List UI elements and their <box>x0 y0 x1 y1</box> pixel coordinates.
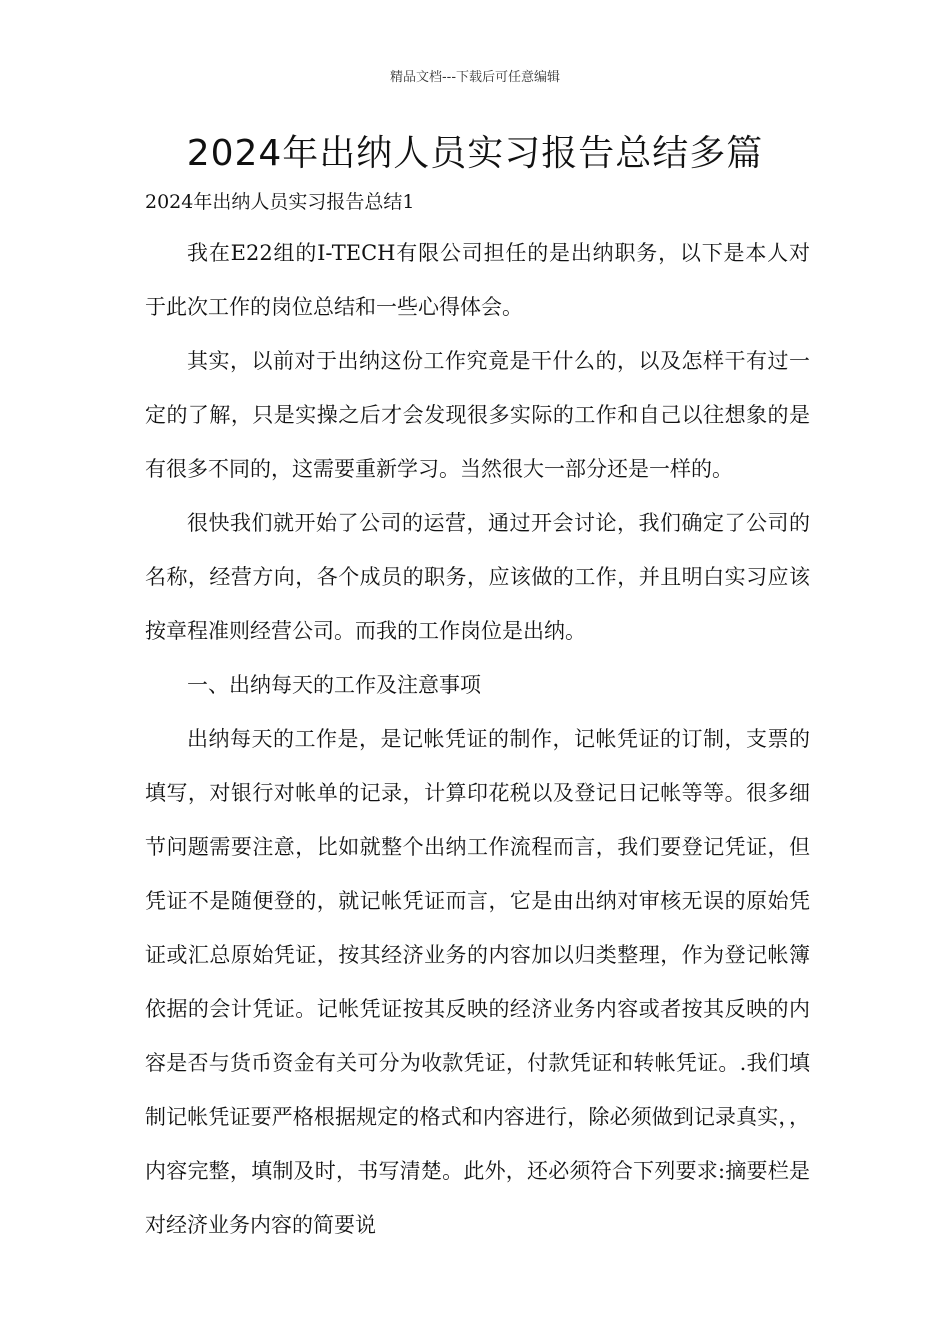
header-note: 精品文档---下载后可任意编辑 <box>389 70 561 85</box>
paragraph-intro: 我在E22组的I-TECH有限公司担任的是出纳职务，以下是本人对于此次工作的岗位总结和一些心得体会。 <box>145 241 810 319</box>
paragraph-understanding: 其实，以前对于出纳这份工作究竟是干什么的，以及怎样干有过一定的了解，只是实操之后才会发现很多实际的工作和自己以往想象的是有很多不同的，这需要重新学习。当然很大一部分还是一样的。 <box>145 349 810 481</box>
paragraph-daily-work: 出纳每天的工作是，是记帐凭证的制作，记帐凭证的订制，支票的填写，对银行对帐单的记录，计算印花税以及登记日记帐等等。很多细节问题需要注意，比如就整个出纳工作流程而言，我们要登记凭证，但凭证不是随便登的，就记帐凭证而言，它是由出纳对审核无误的原始凭证或汇总原始凭证，按其经济业务的内容加以归类整理，作为登记帐簿依据的会计凭证。记帐凭证按其反映的经济业务内容或者按其反映的内容是否与货币资金有关可分为收款凭证，付款凭证和转帐凭证。.我们填制记帐凭证要严格根据规定的格式和内容进行，除必须做到记录真实，，内容完整，填制及时，书写清楚。此外，还必须符合下列要求:摘要栏是对经济业务内容的简要说 <box>145 727 810 1237</box>
paragraph-company-start: 很快我们就开始了公司的运营，通过开会讨论，我们确定了公司的名称，经营方向，各个成员的职务，应该做的工作，并且明白实习应该按章程准则经营公司。而我的工作岗位是出纳。 <box>145 511 810 643</box>
section-subtitle: 2024年出纳人员实习报告总结1 <box>145 191 415 213</box>
document-title: 2024年出纳人员实习报告总结多篇 <box>186 133 764 174</box>
section-heading-daily-work: 一、出纳每天的工作及注意事项 <box>187 673 481 697</box>
document-body <box>145 182 810 1252</box>
